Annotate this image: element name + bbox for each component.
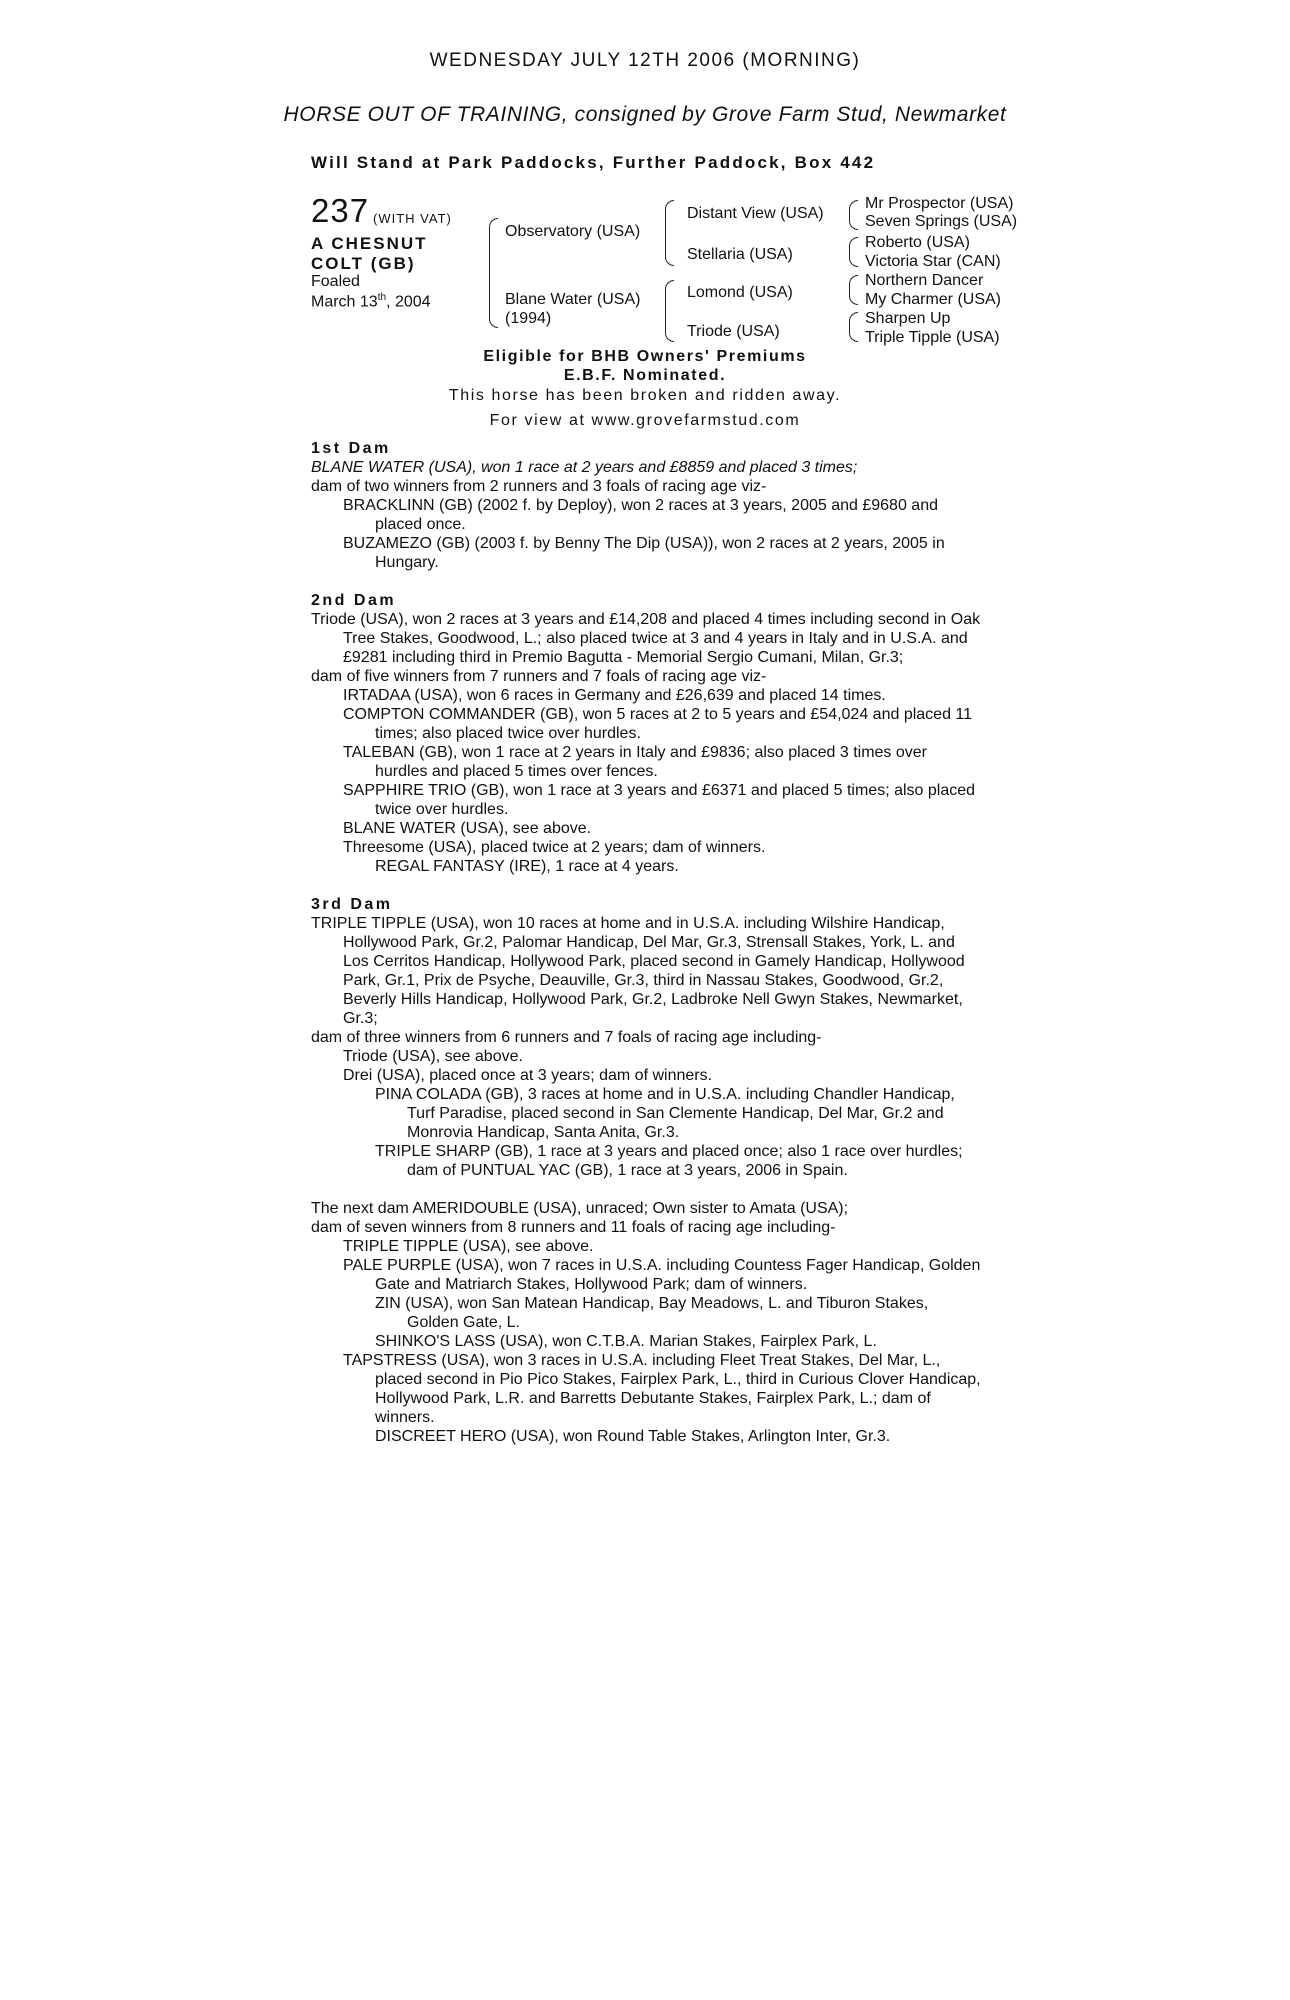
second-dam-produce: IRTADAA (USA), won 6 races in Germany and £26,639 and placed 14 times. — [343, 687, 886, 704]
pedigree-ggp-3: Roberto (USA) — [865, 234, 970, 251]
third-dam-produce: Triode (USA), see above. — [343, 1048, 523, 1065]
second-dam-line: Triode (USA), won 2 races at 3 years and £14,208 and placed 4 times including second in Oak Tree Stakes, Goodwood, L.; also placed twice at 3 and 4 years in Italy and in U.S.A. and £9281 including third in Premio Bagutta - Memorial Sergio Cumani, Milan, Gr.3; — [311, 611, 981, 666]
pedigree-ggp-2: Seven Springs (USA) — [865, 213, 1018, 230]
next-dam-produce: PALE PURPLE (USA), won 7 races in U.S.A. including Countess Fager Handicap, Golden Gate and Matriarch Stakes, Hollywood Park; dam of winners. — [343, 1257, 981, 1293]
view-note: For view at www.grovefarmstud.com — [489, 412, 801, 429]
next-dam-produce: DISCREET HERO (USA), won Round Table Stakes, Arlington Inter, Gr.3. — [375, 1428, 891, 1445]
catalogue-body — [311, 439, 981, 1446]
third-dam-produce: TRIPLE SHARP (GB), 1 race at 3 years and placed once; also 1 race over hurdles; dam of PUNTUAL YAC (GB), 1 race at 3 years, 2006 in Spain. — [375, 1143, 963, 1179]
pedigree-grandsire-1: Distant View (USA) — [687, 205, 824, 222]
next-dam-line: The next dam AMERIDOUBLE (USA), unraced; Own sister to Amata (USA); — [311, 1200, 849, 1217]
foaled-label: Foaled — [311, 273, 360, 290]
pedigree-ggp-4: Victoria Star (CAN) — [865, 253, 1001, 270]
pedigree-ggp-7: Sharpen Up — [865, 310, 951, 327]
ebf-note: E.B.F. Nominated. — [563, 367, 727, 384]
third-dam-line: dam of three winners from 6 runners and 7 foals of racing age including- — [311, 1029, 822, 1046]
sire-dam-brace — [489, 218, 498, 328]
second-dam-produce: COMPTON COMMANDER (GB), won 5 races at 2 to 5 years and £54,024 and placed 11 times; also placed twice over hurdles. — [343, 706, 973, 742]
stand-location: Will Stand at Park Paddocks, Further Paddock, Box 442 — [311, 153, 876, 172]
next-dam-line: dam of seven winners from 8 runners and 11 foals of racing age including- — [311, 1219, 836, 1236]
second-dam-produce: Threesome (USA), placed twice at 2 years; dam of winners. — [343, 839, 766, 856]
lot-description: A CHESNUT COLT (GB) — [311, 234, 428, 273]
pedigree-granddam-2: Triode (USA) — [687, 323, 780, 340]
ggp-brace-4 — [849, 312, 858, 342]
pedigree-sire: Observatory (USA) — [505, 223, 641, 240]
foaled-date: March 13th, 2004 — [311, 292, 431, 311]
lot-vat: (WITH VAT) — [373, 211, 452, 226]
sale-date: WEDNESDAY JULY 12TH 2006 (MORNING) — [429, 50, 861, 71]
ggp-brace-1 — [849, 200, 858, 230]
second-dam-produce: REGAL FANTASY (IRE), 1 race at 4 years. — [375, 858, 679, 875]
pedigree-ggp-5: Northern Dancer — [865, 272, 984, 289]
second-dam-produce: TALEBAN (GB), won 1 race at 2 years in Italy and £9836; also placed 3 times over hurdles and placed 5 times over fences. — [343, 744, 927, 780]
pedigree-grandsire-2: Lomond (USA) — [687, 284, 793, 301]
broken-note: This horse has been broken and ridden away. — [448, 387, 842, 404]
second-dam-produce: BLANE WATER (USA), see above. — [343, 820, 592, 837]
first-dam-line: BLANE WATER (USA), won 1 race at 2 years and £8859 and placed 3 times; — [311, 459, 858, 476]
next-dam-produce: TAPSTRESS (USA), won 3 races in U.S.A. including Fleet Treat Stakes, Del Mar, L., placed second in Pio Pico Stakes, Fairplex Park, L., third in Curious Clover Handicap, Hollywood Park, L.R. and Barretts Debutante Stakes, Fairplex Park, L.; dam of winners. — [343, 1352, 981, 1426]
consignment-line: HORSE OUT OF TRAINING, consigned by Grove Farm Stud, Newmarket — [283, 103, 1007, 126]
third-dam-line: TRIPLE TIPPLE (USA), won 10 races at home and in U.S.A. including Wilshire Handicap, Hollywood Park, Gr.2, Palomar Handicap, Del Mar, Gr.3, Strensall Stakes, York, L. and Los Cerritos Handicap, Hollywood Park, placed second in Gamely Handicap, Hollywood Park, Gr.1, Prix de Psyche, Deauville, Gr.3, third in Nassau Stakes, Goodwood, Gr.2, Beverly Hills Handicap, Hollywood Park, Gr.2, Ladbroke Nell Gwyn Stakes, Newmarket, Gr.3; — [311, 915, 965, 1027]
first-dam-produce: BRACKLINN (GB) (2002 f. by Deploy), won 2 races at 3 years, 2005 and £9680 and placed once. — [343, 497, 938, 533]
second-dam-heading: 2nd Dam — [311, 592, 397, 609]
third-dam-heading: 3rd Dam — [311, 896, 393, 913]
pedigree-ggp-1: Mr Prospector (USA) — [865, 195, 1014, 212]
lot-number: 237 — [311, 192, 370, 229]
owners-premiums-note: Eligible for BHB Owners' Premiums — [483, 348, 807, 365]
second-dam-line: dam of five winners from 7 runners and 7 foals of racing age viz- — [311, 668, 767, 685]
ggp-brace-2 — [849, 237, 858, 267]
next-dam-produce: SHINKO'S LASS (USA), won C.T.B.A. Marian Stakes, Fairplex Park, L. — [375, 1333, 877, 1350]
pedigree-granddam-1: Stellaria (USA) — [687, 246, 793, 263]
second-dam-produce: SAPPHIRE TRIO (GB), won 1 race at 3 years and £6371 and placed 5 times; also placed twice over hurdles. — [343, 782, 976, 818]
dam-brace — [665, 280, 674, 342]
third-dam-produce: PINA COLADA (GB), 3 races at home and in U.S.A. including Chandler Handicap, Turf Paradise, placed second in San Clemente Handicap, Del Mar, Gr.2 and Monrovia Handicap, Santa Anita, Gr.3. — [375, 1086, 955, 1141]
first-dam-line: dam of two winners from 2 runners and 3 foals of racing age viz- — [311, 478, 767, 495]
pedigree-ggp-6: My Charmer (USA) — [865, 291, 1002, 308]
sire-brace — [665, 200, 674, 266]
first-dam-produce: BUZAMEZO (GB) (2003 f. by Benny The Dip (USA)), won 2 races at 2 years, 2005 in Hungary. — [343, 535, 945, 571]
next-dam-produce: TRIPLE TIPPLE (USA), see above. — [343, 1238, 594, 1255]
first-dam-heading: 1st Dam — [311, 440, 391, 457]
pedigree-dam: Blane Water (USA) (1994) — [505, 291, 641, 327]
next-dam-produce: ZIN (USA), won San Matean Handicap, Bay Meadows, L. and Tiburon Stakes, Golden Gate, L. — [375, 1295, 929, 1331]
pedigree-ggp-8: Triple Tipple (USA) — [865, 329, 1000, 346]
third-dam-produce: Drei (USA), placed once at 3 years; dam of winners. — [343, 1067, 713, 1084]
ggp-brace-3 — [849, 275, 858, 305]
